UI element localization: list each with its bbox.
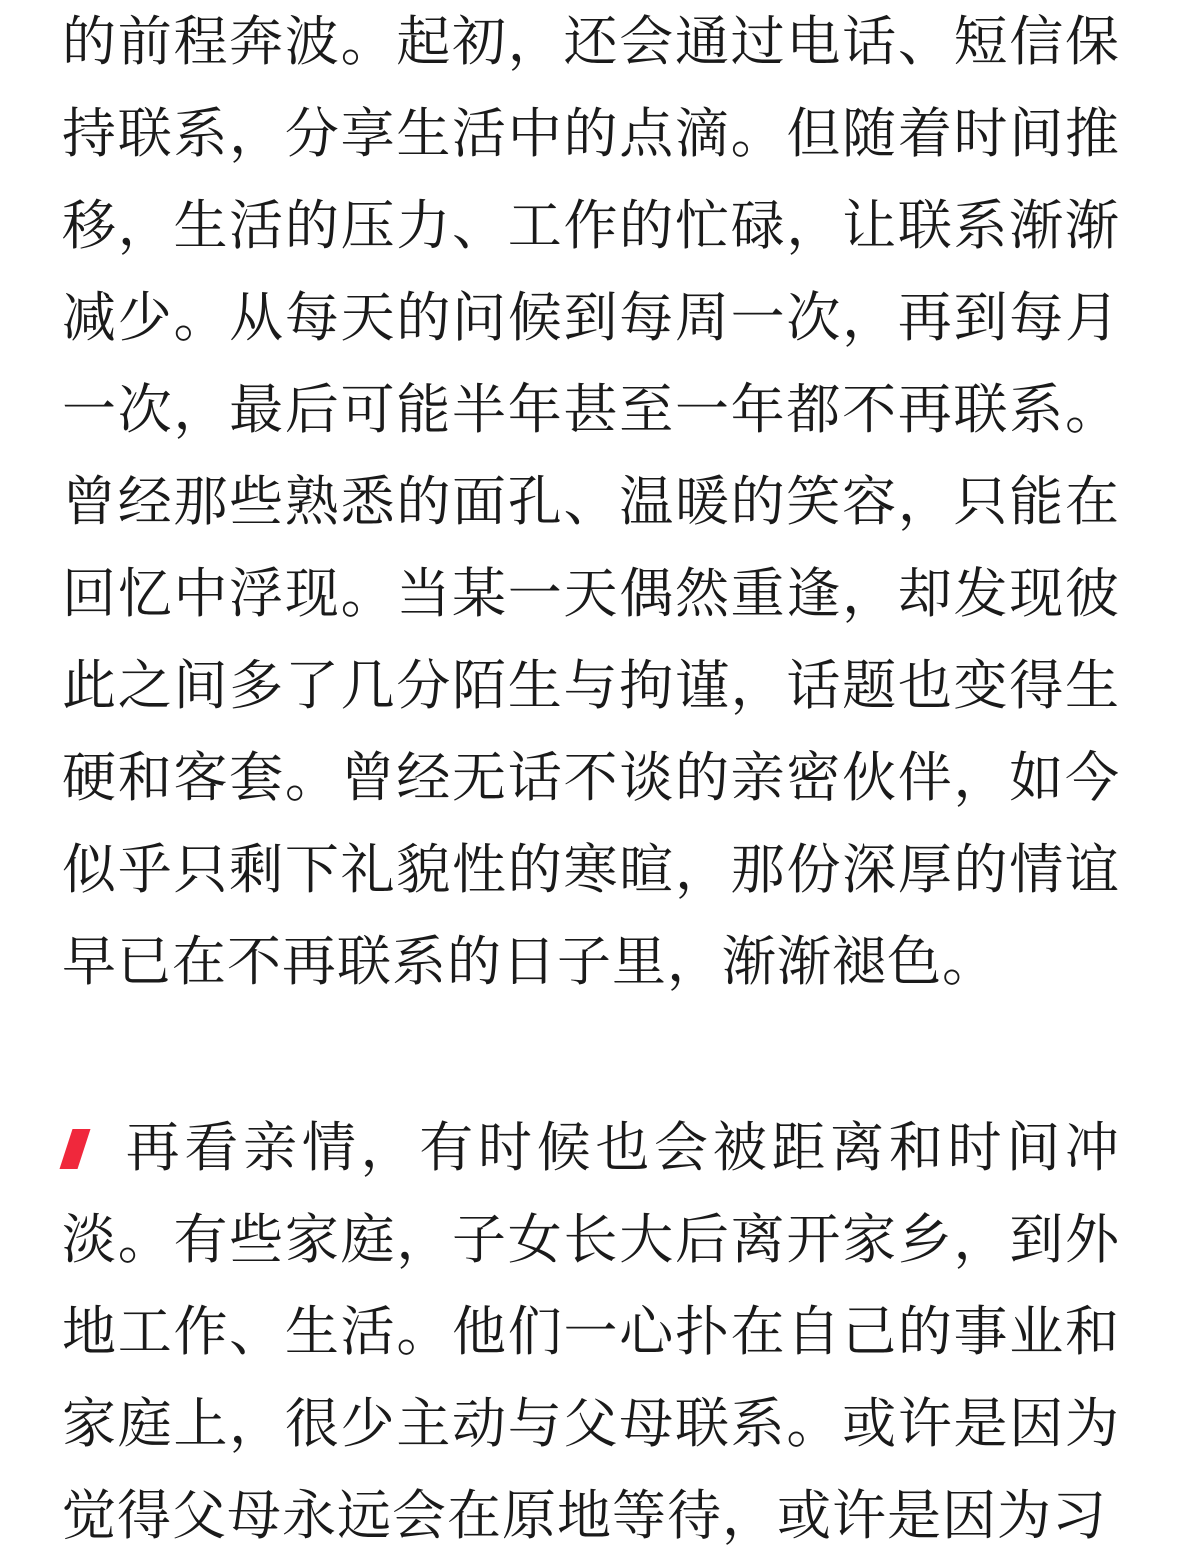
article-body xyxy=(62,0,1120,1562)
article-paragraph: 的前程奔波。起初，还会通过电话、短信保持联系，分享生活中的点滴。但随着时间推移，生活的压力、工作的忙碌，让联系渐渐减少。从每天的问候到每周一次，再到每月一次，最后可能半年甚至一年都不再联系。曾经那些熟悉的面孔、温暖的笑容，只能在回忆中浮现。当某一天偶然重逢，却发现彼此之间多了几分陌生与拘谨，话题也变得生硬和客套。曾经无话不谈的亲密伙伴，如今似乎只剩下礼貌性的寒暄，那份深厚的情谊早已在不再联系的日子里，渐渐褪色。 xyxy=(62,10,1120,993)
article-paragraph-text: 再看亲情，有时候也会被距离和时间冲淡。有些家庭，子女长大后离开家乡，到外地工作、生活。他们一心扑在自己的事业和家庭上，很少主动与父母联系。或许是因为觉得父母永远会在原地等待，或许是因为习 xyxy=(62,1116,1120,1547)
paragraph-spacer xyxy=(62,1008,1120,1102)
section-marker-icon xyxy=(60,1129,91,1169)
article-paragraph-section xyxy=(62,1102,1120,1562)
